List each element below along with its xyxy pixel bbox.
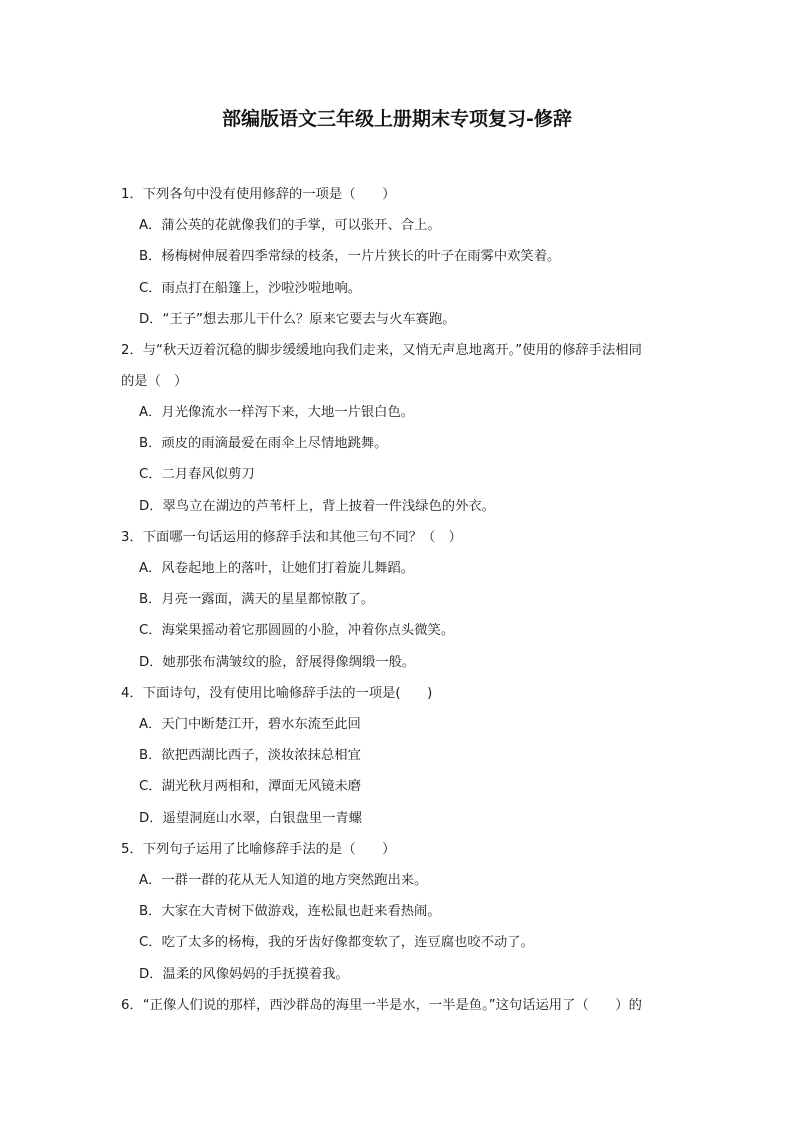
question-5-option-d: D．温柔的风像妈妈的手抚摸着我。 — [139, 967, 349, 982]
question-2-option-a: A．月光像流水一样泻下来，大地一片银白色。 — [139, 405, 415, 420]
question-4-option-d: D．遥望洞庭山水翠，白银盘里一青螺 — [139, 811, 362, 826]
question-3-option-d: D．她那张布满皱纹的脸，舒展得像绸缎一般。 — [139, 655, 416, 670]
question-1-option-b: B．杨梅树伸展着四季常绿的枝条，一片片狭长的叶子在雨雾中欢笑着。 — [139, 249, 561, 264]
question-2-stem: 2．与“秋天迈着沉稳的脚步缓缓地向我们走来，又悄无声息地离开。”使用的修辞手法相同 — [121, 343, 642, 358]
question-5-stem: 5．下列句子运用了比喻修辞手法的是（ ） — [121, 842, 396, 857]
question-3-option-a: A．风卷起地上的落叶，让她们打着旋儿舞蹈。 — [139, 561, 415, 576]
question-5-option-c: C．吃了太多的杨梅，我的牙齿好像都变软了，连豆腐也咬不动了。 — [139, 935, 534, 950]
question-4-option-c: C．湖光秋月两相和，潭面无风镜未磨 — [139, 779, 362, 794]
question-1-option-c: C．雨点打在船篷上，沙啦沙啦地响。 — [139, 281, 362, 296]
document-title: 部编版语文三年级上册期末专项复习-修辞 — [222, 108, 572, 130]
question-1-option-a: A．蒲公英的花就像我们的手掌，可以张开、合上。 — [139, 218, 441, 233]
question-1-option-d: D．“王子”想去那儿干什么？原来它要去与火车赛跑。 — [139, 312, 456, 327]
question-3-option-b: B．月亮一露面，满天的星星都惊散了。 — [139, 592, 375, 607]
question-2-stem-continued: 的是（ ） — [121, 374, 188, 389]
question-2-option-c: C．二月春风似剪刀 — [139, 467, 255, 482]
question-2-option-d: D．翠鸟立在湖边的芦苇杆上，背上披着一件浅绿色的外衣。 — [139, 499, 495, 514]
question-3-stem: 3．下面哪一句话运用的修辞手法和其他三句不同？（ ） — [121, 530, 462, 545]
question-4-option-a: A．天门中断楚江开，碧水东流至此回 — [139, 717, 361, 732]
question-1-stem: 1．下列各句中没有使用修辞的一项是（ ） — [121, 187, 396, 202]
question-4-option-b: B．欲把西湖比西子，淡妆浓抹总相宜 — [139, 748, 361, 763]
question-2-option-b: B．顽皮的雨滴最爱在雨伞上尽情地跳舞。 — [139, 436, 388, 451]
question-3-option-c: C．海棠果摇动着它那圆圆的小脸，冲着你点头微笑。 — [139, 623, 455, 638]
question-4-stem: 4．下面诗句，没有使用比喻修辞手法的一项是( ) — [121, 686, 433, 701]
question-6-stem: 6．“正像人们说的那样，西沙群岛的海里一半是水，一半是鱼。”这句话运用了（ ）的 — [121, 998, 642, 1013]
question-5-option-a: A．一群一群的花从无人知道的地方突然跑出来。 — [139, 873, 428, 888]
question-5-option-b: B．大家在大青树下做游戏，连松鼠也赶来看热闹。 — [139, 904, 441, 919]
